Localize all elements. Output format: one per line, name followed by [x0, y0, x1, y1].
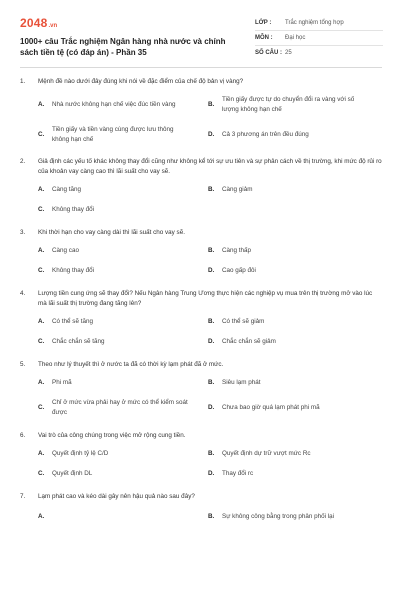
meta-label: MÔN :	[255, 35, 273, 41]
option-text: Có thể sẽ tăng	[52, 318, 93, 325]
option-a[interactable]	[38, 317, 208, 327]
option-text: Siêu lạm phát	[222, 379, 261, 386]
meta-table	[255, 16, 383, 60]
option-letter: B.	[208, 513, 215, 520]
option-b[interactable]	[208, 378, 388, 388]
option-text: Càng giảm	[222, 186, 253, 193]
question-2	[20, 157, 382, 215]
question-text: Lượng tiền cung ứng sẽ thay đổi? Nếu Ngân hàng Trung Ương thực hiện các nghiệp vụ mua trên thị trường mở vào lúc mà lãi suất thị trường đang tăng lên?	[38, 290, 373, 307]
option-letter: B.	[208, 450, 215, 457]
option-letter: D.	[208, 267, 215, 274]
option-letter: D.	[208, 470, 215, 477]
option-d[interactable]	[208, 469, 388, 479]
meta-label: LỚP :	[255, 20, 272, 26]
options	[20, 95, 382, 145]
options	[20, 378, 382, 418]
options	[20, 449, 382, 479]
option-text: Tiền giấy và tiền vàng cùng được lưu thông không hạn chế	[52, 126, 174, 143]
meta-row-subject	[255, 31, 383, 46]
option-text: Cao gấp đôi	[222, 267, 256, 274]
meta-value: 25	[285, 50, 292, 56]
option-text: Quyết định DL	[52, 470, 93, 477]
option-letter: D.	[208, 338, 215, 345]
option-text: Tiền giấy được tự do chuyển đổi ra vàng với số lượng không hạn chế	[222, 96, 355, 113]
option-b[interactable]	[208, 185, 388, 195]
option-text: Quyết định dự trữ vượt mức Rc	[222, 450, 311, 457]
question-number: 4.	[20, 290, 26, 297]
option-a[interactable]	[38, 185, 208, 195]
option-d[interactable]	[208, 125, 388, 145]
document-header	[20, 16, 382, 60]
option-letter: A.	[38, 101, 45, 108]
option-letter: A.	[38, 318, 45, 325]
question-number: 3.	[20, 229, 26, 236]
question-text: Giả định các yếu tố khác không thay đổi cũng như không kể tới sự ưu tiên và sự phân cách về thị trường, khi mức độ rủi ro của khoản vay càng cao thì lãi suất cho vay sẽ.	[38, 158, 382, 175]
option-text: Chưa bao giờ quá lạm phát phi mã	[222, 404, 320, 411]
option-a[interactable]	[38, 449, 208, 459]
meta-label: SỐ CÂU :	[255, 50, 282, 56]
question-stem	[20, 431, 382, 441]
option-a[interactable]	[38, 378, 208, 388]
option-c[interactable]	[38, 398, 208, 418]
question-text: Lạm phát cao và kéo dài gây nên hậu quả nào sau đây?	[38, 493, 195, 500]
option-letter: B.	[208, 318, 215, 325]
question-stem	[20, 360, 382, 370]
option-d[interactable]	[208, 266, 388, 276]
option-letter: C.	[38, 338, 45, 345]
site-logo[interactable]	[20, 16, 57, 30]
option-a[interactable]	[38, 512, 208, 522]
option-letter: B.	[208, 379, 215, 386]
meta-row-count	[255, 46, 383, 60]
option-b[interactable]	[208, 95, 388, 115]
question-text: Vai trò của công chúng trong việc mở rộng cung tiền.	[38, 432, 186, 439]
option-b[interactable]	[208, 449, 388, 459]
option-letter: C.	[38, 131, 45, 138]
question-number: 7.	[20, 493, 26, 500]
question-stem	[20, 289, 382, 309]
option-letter: C.	[38, 404, 45, 411]
option-c[interactable]	[38, 266, 208, 276]
question-stem	[20, 157, 382, 177]
question-3	[20, 228, 382, 276]
option-c[interactable]	[38, 469, 208, 479]
question-number: 6.	[20, 432, 26, 439]
option-text: Có thể sẽ giảm	[222, 318, 265, 325]
option-text: Thay đổi rc	[222, 470, 254, 477]
header-divider	[20, 67, 382, 68]
question-stem	[20, 492, 382, 502]
option-c[interactable]	[38, 125, 208, 145]
option-letter: D.	[208, 404, 215, 411]
option-text: Quyết định tỷ lệ C/D	[52, 450, 109, 457]
option-letter: B.	[208, 247, 215, 254]
option-b[interactable]	[208, 512, 388, 522]
option-text: Càng cao	[52, 247, 79, 254]
option-d[interactable]	[208, 337, 388, 347]
option-a[interactable]	[38, 95, 208, 115]
question-stem	[20, 228, 382, 238]
option-c[interactable]	[38, 205, 208, 215]
option-text: Càng thấp	[222, 247, 252, 254]
option-text: Chỉ ở mức vừa phải hay ở mức có thể kiểm soát được	[52, 399, 188, 416]
question-6	[20, 431, 382, 479]
options	[20, 512, 382, 522]
question-text: Mệnh đề nào dưới đây đúng khi nói về đặc điểm của chế độ bản vị vàng?	[38, 78, 244, 85]
option-b[interactable]	[208, 317, 388, 327]
option-text: Không thay đổi	[52, 267, 95, 274]
option-d[interactable]	[208, 398, 388, 418]
question-1	[20, 77, 382, 145]
option-b[interactable]	[208, 246, 388, 256]
option-text: Chắc chắn sẽ tăng	[52, 338, 105, 345]
option-text: Cả 3 phương án trên đều đúng	[222, 131, 309, 138]
question-4	[20, 289, 382, 347]
question-7	[20, 492, 382, 522]
question-text: Theo như lý thuyết thì ở nước ta đã có thời kỳ lạm phát đã ở mức.	[38, 361, 224, 368]
option-letter: B.	[208, 101, 215, 108]
question-number: 5.	[20, 361, 26, 368]
option-text: Không thay đổi	[52, 206, 95, 213]
question-5	[20, 360, 382, 418]
option-letter: A.	[38, 247, 45, 254]
logo-text: 2048	[20, 16, 48, 30]
question-number: 1.	[20, 78, 26, 85]
option-text: Phi mã	[52, 379, 72, 386]
option-letter: B.	[208, 186, 215, 193]
option-letter: C.	[38, 267, 45, 274]
options	[20, 246, 382, 276]
option-letter: C.	[38, 206, 45, 213]
option-text: Chắc chắn sẽ giảm	[222, 338, 276, 345]
meta-value: Đại học	[285, 35, 306, 41]
options	[20, 185, 382, 215]
question-stem	[20, 77, 382, 87]
option-text: Nhà nước không hạn chế việc đúc tiền vàng	[52, 101, 176, 108]
options	[20, 317, 382, 347]
logo-suffix: .vn	[48, 23, 58, 29]
meta-row-class	[255, 16, 383, 31]
option-letter: D.	[208, 131, 215, 138]
option-letter: A.	[38, 513, 45, 520]
option-c[interactable]	[38, 337, 208, 347]
option-text: Sự không công bằng trong phân phối lại	[222, 513, 335, 520]
option-letter: A.	[38, 186, 45, 193]
question-number: 2.	[20, 158, 26, 165]
document-title: 1000+ câu Trắc nghiệm Ngân hàng nhà nước và chính sách tiền tệ (có đáp án) - Phần 35	[20, 37, 226, 57]
option-letter: C.	[38, 470, 45, 477]
option-a[interactable]	[38, 246, 208, 256]
option-letter: A.	[38, 450, 45, 457]
option-letter: A.	[38, 379, 45, 386]
question-text: Khi thời hạn cho vay càng dài thì lãi suất cho vay sẽ.	[38, 229, 185, 236]
question-list	[20, 77, 382, 522]
meta-value: Trắc nghiệm tổng hợp	[285, 20, 344, 26]
option-text: Càng tăng	[52, 186, 82, 193]
